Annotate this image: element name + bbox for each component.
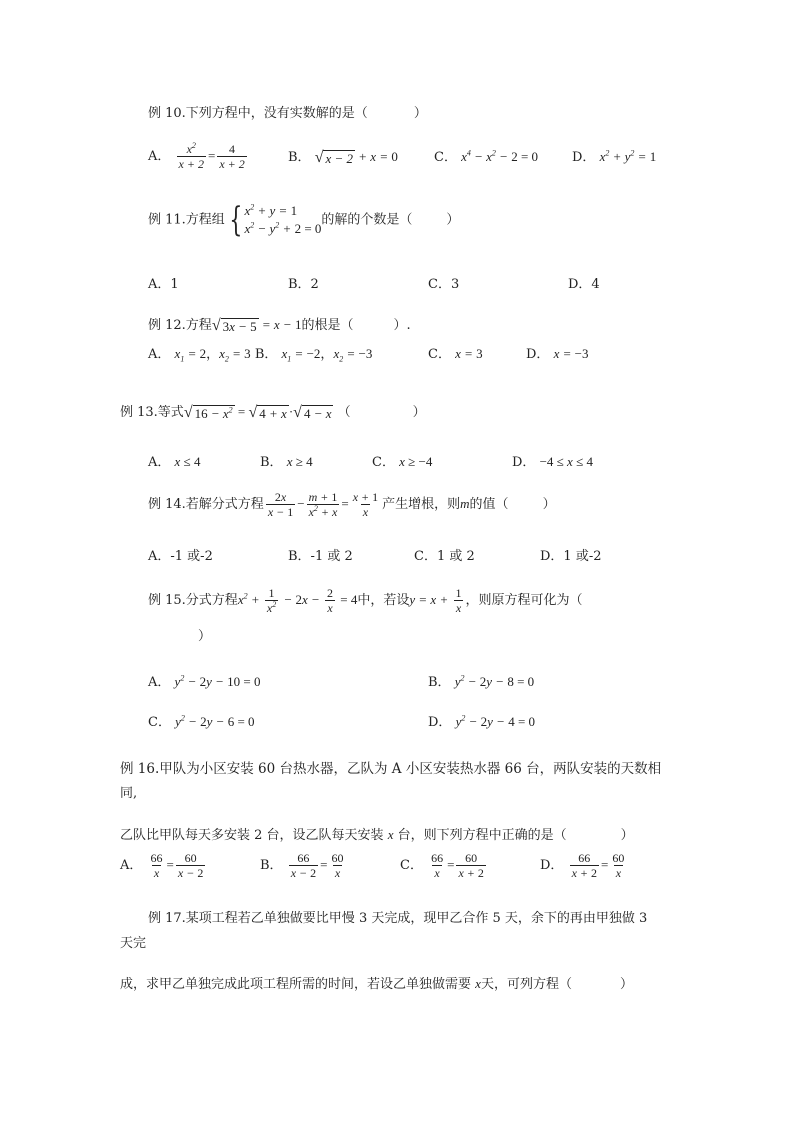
q11-stem-a: 例 11.方程组 [148,212,225,228]
math-fraction: $\frac{m + 1}{x^2 + x}$ [308,490,338,519]
q14-stem-b: 产生增根，则 [382,497,461,512]
math-fraction: $\frac{60}{x}$ [612,851,625,880]
q14-option-c [414,548,475,566]
option-label: C． [148,715,171,730]
q15-stem-b: 中，若设 [357,593,410,608]
option-label: D．4 [568,277,600,292]
q11-option-a [148,276,179,294]
q16-text: 台，则下列方程中正确的是（ [397,828,567,843]
math-fraction: $\frac{x^2}{x + 2}$ [178,141,204,171]
math-fraction: $\frac{2x}{x - 1}$ [267,490,294,519]
math-sqrt: √ 3x − 5 [211,316,257,334]
option-label: B． [260,455,283,470]
q13-option-d: D． −4 ≤ x ≤ 4 [512,454,593,470]
q15-stem-a: 例 15.分式方程 [148,593,238,608]
option-label: D． [540,858,564,873]
q10-paren-close: ） [413,106,427,121]
q14-stem: 例 14.若解分式方程 $\frac{2x}{x - 1}$ − $\frac{m + 1}{x^2 + x}$ = $\frac{x + 1}{x}$ 产生增根，则m的值（ ） [148,490,556,519]
q11-option-b [288,276,319,294]
option-label: A．1 [148,277,179,292]
q10-option-c: C． $x^4 - x^2 - 2 = 0$ [434,148,539,165]
q15-option-c: C． $y^2 - 2y - 6 = 0$ [148,713,255,730]
q10-option-d: D． $x^2 + y^2 = 1$ [572,148,657,165]
q10-option-b: B． √ x − 2 + x = 0 [288,148,398,166]
q13-option-a: A． x ≤ 4 [148,454,201,470]
q14-option-a [148,548,213,566]
paren: ） [198,629,212,644]
q16-text: 乙队比甲队每天多安装 2 台，设乙队每天安装 [120,828,384,843]
math-fraction: $\frac{66}{x}$ [150,851,163,880]
option-label: B． [428,675,451,690]
q13-paren-open: （ [337,405,351,420]
option-label: B． [260,858,283,873]
option-label: A．-1 或-2 [148,549,213,564]
math-sqrt: √ $16 - x^2$ [183,403,233,421]
option-label: B． [288,150,311,165]
option-label: C． [428,347,451,362]
math-fraction: $\frac{1}{x}$ [455,586,462,615]
option-label: C．3 [428,277,460,292]
q16-text: 同, [120,786,138,801]
math-fraction: $\frac{60}{x - 2}$ [177,851,204,880]
math-fraction: $\frac{x + 1}{x}$ [352,490,379,519]
equation-system: $x^2 + y = 1$ $x^2 - y^2 + 2 = 0$ [244,202,322,236]
q12-stem-b: 的根是（ [301,318,354,333]
q17-paren-close: ） [619,977,633,992]
option-label: D． [428,715,452,730]
option-label: C． [400,858,423,873]
q11-option-c [428,276,459,294]
q17-text: 天完 [120,936,147,951]
q15-option-d: D． $y^2 - 2y - 4 = 0$ [428,713,536,730]
q10-stem [148,105,427,123]
option-label: B． [254,347,278,362]
math-fraction: $\frac{2}{x}$ [327,586,334,615]
q12-option-c: C． x = 3 [428,346,483,362]
q10-stem-text: 例 10.下列方程中，没有实数解的是（ [148,106,368,121]
option-label: A． [148,149,171,164]
option-label: A． [148,347,171,362]
q13-option-c: C． x ≥ −4 [372,454,433,470]
math-fraction: $\frac{60}{x + 2}$ [458,851,484,880]
q12-paren-close: ）. [393,318,411,333]
q17-line2 [120,935,146,953]
math-sqrt: √ x − 2 [314,148,354,166]
option-label: C． [372,455,395,470]
q13-stem: 例 13.等式 √ $16 - x^2$ = √ 4 + x · √ 4 − x （ ） [120,403,426,421]
q17-line3: 成，求甲乙单独完成此项工程所需的时间，若设乙单独做需要 x天，可列方程（ ） [120,976,633,992]
q14-stem-c: 的值（ [469,497,509,512]
q13-paren-close: ） [412,405,426,420]
option-label: D． [526,347,550,362]
q14-stem-a: 例 14.若解分式方程 [148,497,264,512]
q16-option-c: C． $\frac{66}{x}$ = $\frac{60}{x + 2}$ [400,851,484,880]
q14-paren-close: ） [542,497,556,512]
q15-stem: 例 15.分式方程$x^2$ + $\frac{1}{x^2}$ − 2x − $\frac{2}{x}$ = 4中，若设y = x + $\frac{1}{x}$ ，则原方程可化为（ [148,586,583,615]
math-fraction: $\frac{1}{x^2}$ [266,586,277,615]
q16-text: 例 16.甲队为小区安装 60 台热水器，乙队为 A 小区安装热水器 66 台，两队安装的天数相 [120,761,662,777]
math-fraction: $\frac{4}{x + 2}$ [219,142,245,171]
q12-option-d: D． x = −3 [526,346,589,362]
q15-stem-c: ，则原方程可化为（ [465,593,583,608]
q11-stem-b: 的解的个数是（ [321,212,413,228]
math-fraction: $\frac{66}{x}$ [431,851,444,880]
q11-option-d [568,276,600,294]
q10-option-a: A． $\frac{x^2}{x + 2}$ = $\frac{4}{x + 2}$ [148,141,245,171]
q14-option-b [288,548,353,566]
brace-icon: { [229,200,243,240]
math-fraction: $\frac{66}{x - 2}$ [290,851,317,880]
q11-paren-close: ） [446,212,460,228]
q16-line2 [120,785,137,803]
q16-line1 [120,760,661,778]
q17-text: 天，可列方程（ [480,977,572,992]
option-label: D． [572,150,596,165]
option-label: A． [148,455,171,470]
option-label: A． [120,858,143,873]
option-label: D． [512,455,536,470]
q16-paren-close: ） [620,828,634,843]
option-label: B．2 [288,277,319,292]
q13-stem-text: 例 13.等式 [120,405,184,420]
q12-stem: 例 12.方程 √ 3x − 5 = x − 1的根是（ ）. [148,316,411,334]
option-label: C． [434,150,457,165]
math-fraction: $\frac{66}{x + 2}$ [571,851,598,880]
q11-stem [148,202,459,239]
option-label: D．1 或-2 [540,549,602,564]
q16-line3: 乙队比甲队每天多安装 2 台，设乙队每天安装 x 台，则下列方程中正确的是（ ） [120,827,634,843]
q17-text: 成，求甲乙单独完成此项工程所需的时间，若设乙单独做需要 [120,977,472,992]
q12-stem-a: 例 12.方程 [148,318,212,333]
math-sqrt: √ 4 − x [293,403,332,421]
q15-option-a: A． $y^2 - 2y - 10 = 0$ [148,673,261,690]
q16-option-b: B． $\frac{66}{x - 2}$ = $\frac{60}{x}$ [260,851,344,880]
q15-option-b: B． $y^2 - 2y - 8 = 0$ [428,673,535,690]
math-sqrt: √ 4 + x [248,403,287,421]
q16-option-d: D． $\frac{66}{x + 2}$ = $\frac{60}{x}$ [540,851,625,880]
q15-paren-close [198,628,211,646]
option-label: C．1 或 2 [414,549,475,564]
option-label: B．-1 或 2 [288,549,353,564]
q14-option-d [540,548,602,566]
q16-option-a: A． $\frac{66}{x}$ = $\frac{60}{x - 2}$ [120,851,204,880]
option-label: A． [148,675,171,690]
q17-line1 [148,910,647,928]
q12-options: A． $x_1 = 2$，$x_2 = 3$ B． $x_1 = -2$，$x_2 = -3$ [148,346,373,364]
q13-option-b: B． x ≥ 4 [260,454,313,470]
q17-text: 例 17.某项工程若乙单独做要比甲慢 3 天完成，现甲乙合作 5 天，余下的再由甲独做 3 [148,911,648,926]
math-fraction: $\frac{60}{x}$ [331,851,344,880]
